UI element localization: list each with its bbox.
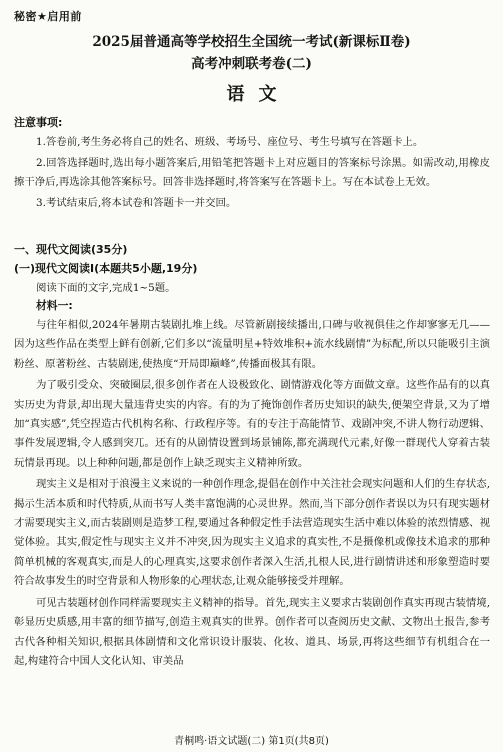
section-heading: 一、现代文阅读(35分) — [14, 243, 128, 256]
subject-title: 语文 — [226, 84, 291, 105]
notes-list — [14, 133, 490, 215]
paragraph: 为了吸引受众、突破圈层,很多创作者在人设极致化、剧情游戏化等方面做文章。这些作品有的以真实历史为背景,却出现大量违背史实的内容。有的为了掩饰创作者历史知识的缺失,便架空背景,又为了增加“真实感”,凭空捏造古代机构名称、行政程序等。有的专注于高能情节、戏剧冲突,不讲人物行动逻辑、事件发展逻辑,令人感到突兀。还有的从剧情设置到场景铺陈,都充满现代元素,好像一群现代人穿着古装玩情景再现。以上种种问题,都是创作上缺乏现实主义精神所致。 — [14, 379, 490, 469]
subsection-heading: (一)现代文阅读Ⅰ(本题共5小题,19分) — [14, 262, 198, 275]
notes-item: 1.答卷前,考生务必将自己的姓名、班级、考场号、座位号、考生号填写在答题卡上。 — [36, 136, 424, 148]
reading-instruction: 阅读下面的文字,完成1~5题。 — [36, 282, 176, 294]
material-text — [14, 316, 490, 673]
secret-label: 秘密★启用前 — [14, 10, 82, 23]
paragraph: 与往年相似,2024年暑期古装剧扎堆上线。尽管新剧接续播出,口碑与收视俱佳之作却寥寥无几——因为这些作品在类型上鲜有创新,它们多以“流量明星+特效堆积+流水线剧情”为标配,所以只能吸引主演粉丝、原著粉丝、古装剧迷,使热度“开局即巅峰”,传播面极其有限。 — [14, 319, 490, 370]
exam-title: 2025届普通高等学校招生全国统一考试(新课标Ⅱ卷) — [92, 34, 411, 50]
notes-heading: 注意事项: — [14, 116, 63, 129]
notes-item: 2.回答选择题时,选出每小题答案后,用铅笔把答题卡上对应题目的答案标号涂黑。如需改动,用橡皮擦干净后,再选涂其他答案标号。回答非选择题时,将答案写在答题卡上。写在本试卷上无效。 — [14, 157, 490, 188]
exam-subtitle: 高考冲刺联考卷(二) — [191, 56, 312, 72]
paragraph: 可见古装题材创作同样需要现实主义精神的指导。首先,现实主义要求古装剧创作真实再现古装情境,彰显历史质感,用丰富的细节描写,创造主观真实的世界。创作者可以查阅历史文献、文物出土报告,参考古代各种相关知识,根据具体剧情和文化常识设计服装、化妆、道具、场景,再将这些细节有机组合在一起,构建符合中国人文化认知、审美品 — [14, 596, 490, 667]
material-heading: 材料一: — [36, 299, 73, 312]
notes-item: 3.考试结束后,将本试卷和答题卡一并交回。 — [36, 197, 237, 209]
page-footer: 青桐鸣·语文试题(二) 第1页(共8页) — [174, 736, 329, 747]
paragraph: 现实主义是相对于浪漫主义来说的一种创作理念,提倡在创作中关注社会现实问题和人们的生存状态,揭示生活本质和时代特质,从而书写人类丰富饱满的心灵世界。然而,当下部分创作者误以为只有现实题材才需要现实主义,而古装剧则是造梦工程,要通过各种假定性手法营造现实生活中难以体验的浓烈情感、视觉体验。其实,假定性与现实主义并不冲突,因为现实主义追求的真实性,不是摄像机或像技术追求的那种简单机械的客观真实,而是人的心理真实,这要求创作者深入生活,扎根人民,进行剧情讲述和形象塑造时要符合故事发生的时空背景和人物形象的心理状态,让观众能够接受并理解。 — [14, 478, 490, 588]
